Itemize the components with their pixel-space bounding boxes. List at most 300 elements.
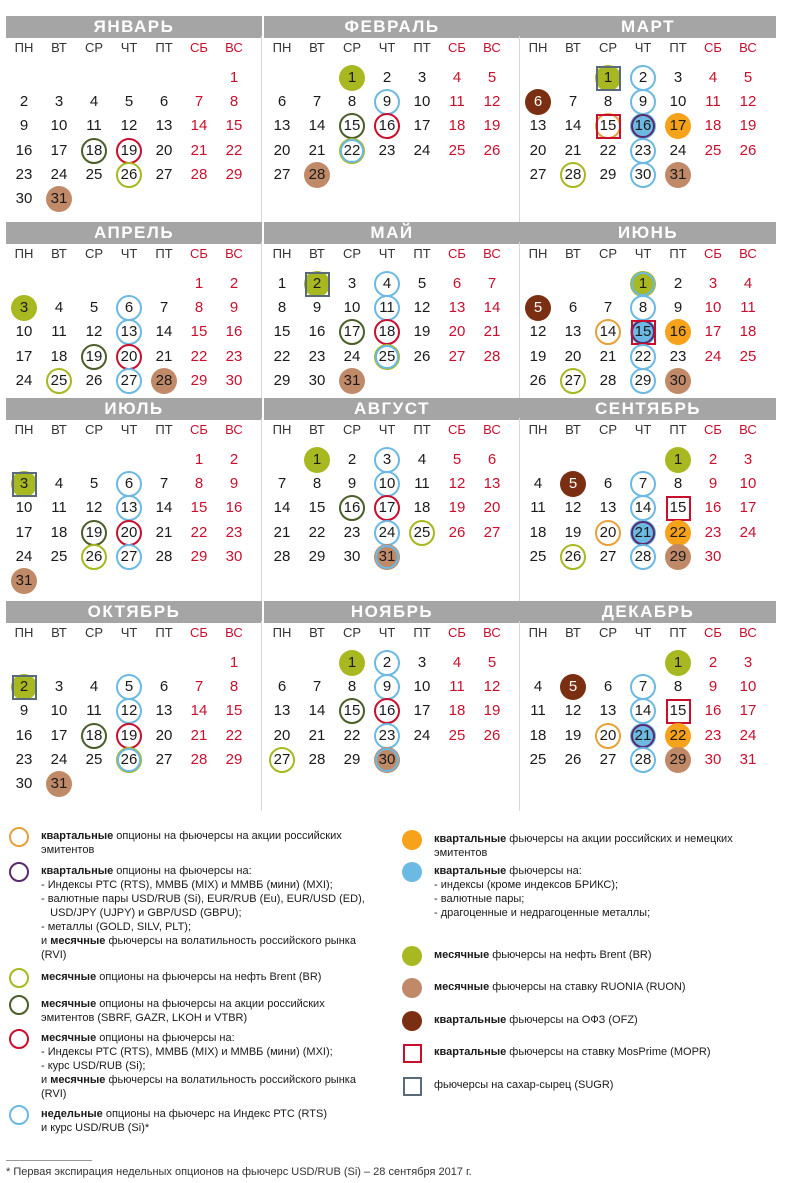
day-number: 27 <box>599 750 617 768</box>
day-cell <box>555 320 591 344</box>
day-number: 17 <box>669 117 687 135</box>
weekday-label: ПТ <box>155 246 173 261</box>
day-cell <box>76 675 112 699</box>
day-number: 30 <box>15 775 33 792</box>
day-cell <box>590 748 626 772</box>
day-cell <box>695 699 731 723</box>
day-number: 12 <box>483 93 501 111</box>
day-cell <box>111 296 147 320</box>
day-cell <box>404 139 440 163</box>
day-number: 10 <box>50 117 68 135</box>
day-number: 10 <box>704 299 722 317</box>
day-cell <box>216 675 252 699</box>
legend-text: месячные опционы на фьючерсы на: - Индексы РТС (RTS), ММВБ (MIX) и ММВБ (мини) (MXI); - курс USD/RUB (Si); и месячные фьючерсы на волатильность российского рынка (RVI) <box>41 1032 356 1100</box>
day-cell <box>299 545 335 569</box>
day-number: 13 <box>599 499 617 517</box>
day-cell <box>334 496 370 520</box>
day-number: 11 <box>530 499 546 517</box>
day-cell <box>404 651 440 675</box>
day-cell <box>334 675 370 699</box>
day-number: 9 <box>229 299 239 317</box>
legend-marker-icon <box>9 1105 29 1125</box>
day-number: 20 <box>599 523 617 541</box>
day-number: 19 <box>483 117 501 135</box>
day-number: 11 <box>740 299 756 317</box>
day-cell <box>111 369 147 393</box>
day-cell <box>299 496 335 520</box>
day-cell <box>520 521 556 545</box>
day-cell <box>369 345 405 369</box>
day-number: 2 <box>19 678 29 696</box>
day-cell <box>590 114 626 138</box>
day-cell <box>625 675 661 699</box>
day-number: 3 <box>708 275 718 292</box>
day-cell <box>404 699 440 723</box>
day-number: 15 <box>343 702 361 720</box>
day-cell <box>660 545 696 569</box>
day-number: 30 <box>704 750 722 768</box>
day-number: 22 <box>225 141 243 159</box>
day-number: 25 <box>529 750 547 768</box>
day-cell <box>695 748 731 772</box>
day-cell <box>439 139 475 163</box>
day-number: 12 <box>739 93 757 111</box>
legend-marker-icon <box>9 995 29 1015</box>
day-cell <box>439 66 475 90</box>
day-cell <box>334 521 370 545</box>
day-number: 12 <box>120 117 138 135</box>
day-cell <box>111 496 147 520</box>
day-number: 7 <box>603 299 613 317</box>
month-title: ИЮЛЬ <box>6 398 262 420</box>
day-cell <box>146 345 182 369</box>
weekday-label: ВС <box>483 246 501 261</box>
weekday-label: ВС <box>225 625 243 640</box>
day-number: 12 <box>483 678 501 696</box>
day-cell <box>439 675 475 699</box>
weekday-label: ПН <box>528 422 548 437</box>
day-cell <box>369 545 405 569</box>
day-number: 23 <box>343 523 361 541</box>
weekday-label: ЧТ <box>634 625 652 640</box>
day-cell <box>625 521 661 545</box>
day-number: 22 <box>343 726 361 744</box>
day-number: 3 <box>382 451 392 468</box>
day-cell <box>520 545 556 569</box>
day-cell <box>404 114 440 138</box>
day-cell <box>439 496 475 520</box>
day-cell <box>439 699 475 723</box>
day-number: 21 <box>634 726 652 744</box>
weekday-label: ВТ <box>51 246 67 261</box>
day-cell <box>299 472 335 496</box>
day-cell <box>334 296 370 320</box>
day-cell <box>695 114 731 138</box>
day-cell <box>369 139 405 163</box>
day-number: 6 <box>603 475 613 493</box>
day-number: 30 <box>343 547 361 565</box>
legend-marker-icon <box>402 946 422 966</box>
day-cell <box>474 651 510 675</box>
day-number: 28 <box>155 371 173 389</box>
weekday-label: СР <box>598 40 618 55</box>
weekday-label: ВС <box>483 422 501 437</box>
day-number: 20 <box>120 523 138 541</box>
month-title: АВГУСТ <box>264 398 520 420</box>
day-cell <box>181 521 217 545</box>
day-number: 11 <box>51 499 67 517</box>
day-number: 3 <box>19 475 29 493</box>
day-cell <box>41 345 77 369</box>
day-cell <box>76 320 112 344</box>
day-number: 4 <box>533 678 543 696</box>
day-number: 14 <box>634 499 652 517</box>
day-number: 17 <box>413 702 431 720</box>
day-number: 20 <box>273 141 291 159</box>
day-cell <box>334 369 370 393</box>
day-number: 1 <box>347 69 357 86</box>
weekday-label: СБ <box>448 625 466 640</box>
month-title: СЕНТЯБРЬ <box>520 398 776 420</box>
day-cell <box>404 448 440 472</box>
month-8 <box>264 398 520 574</box>
weekday-label: СР <box>84 246 104 261</box>
day-cell <box>555 472 591 496</box>
weekday-label: ВС <box>225 422 243 437</box>
month-title: МАРТ <box>520 16 776 38</box>
day-cell <box>6 521 42 545</box>
day-number: 17 <box>343 323 361 341</box>
day-cell <box>660 66 696 90</box>
day-cell <box>111 139 147 163</box>
day-number: 13 <box>120 499 138 517</box>
day-cell <box>76 139 112 163</box>
day-cell <box>334 139 370 163</box>
day-cell <box>216 724 252 748</box>
day-number: 7 <box>194 93 204 111</box>
legend-marker-icon <box>402 978 422 998</box>
day-cell <box>216 272 252 296</box>
day-number: 4 <box>708 69 718 86</box>
legend-marker-icon <box>9 1029 29 1049</box>
day-cell <box>111 320 147 344</box>
day-number: 2 <box>638 69 648 86</box>
day-cell <box>146 90 182 114</box>
day-number: 8 <box>673 475 683 493</box>
day-cell <box>730 496 766 520</box>
day-number: 12 <box>85 323 103 341</box>
weekday-label: ЧТ <box>120 625 138 640</box>
day-cell <box>6 496 42 520</box>
day-cell <box>146 296 182 320</box>
legend-text: квартальные фьючерсы на: - индексы (кроме индексов БРИКС); - валютные пары; - драгоценные и недрагоценные металлы; <box>434 865 651 919</box>
day-number: 9 <box>382 93 392 111</box>
day-number: 10 <box>50 702 68 720</box>
day-number: 12 <box>413 299 431 317</box>
day-cell <box>695 724 731 748</box>
day-number: 27 <box>448 347 466 365</box>
day-cell <box>299 320 335 344</box>
day-cell <box>590 724 626 748</box>
day-cell <box>41 90 77 114</box>
day-cell <box>730 521 766 545</box>
month-title: ИЮНЬ <box>520 222 776 244</box>
day-cell <box>181 345 217 369</box>
day-number: 27 <box>273 165 291 183</box>
day-number: 24 <box>413 726 431 744</box>
day-cell <box>76 114 112 138</box>
day-cell <box>216 521 252 545</box>
day-number: 29 <box>225 750 243 768</box>
day-cell <box>730 66 766 90</box>
day-cell <box>695 320 731 344</box>
day-number: 27 <box>120 371 138 389</box>
day-number: 10 <box>343 299 361 317</box>
day-cell <box>730 675 766 699</box>
weekday-label: ЧТ <box>378 40 396 55</box>
day-cell <box>41 320 77 344</box>
legend-marker-icon <box>403 1077 422 1096</box>
day-cell <box>520 320 556 344</box>
day-cell <box>555 163 591 187</box>
day-cell <box>625 139 661 163</box>
day-number: 22 <box>634 347 652 365</box>
day-cell <box>41 772 77 796</box>
day-cell <box>146 699 182 723</box>
legend-marker-icon <box>402 1011 422 1031</box>
weekday-label: СР <box>84 422 104 437</box>
day-number: 10 <box>413 678 431 696</box>
day-number: 16 <box>634 117 652 135</box>
day-cell <box>404 296 440 320</box>
day-number: 24 <box>15 371 33 389</box>
day-cell <box>369 496 405 520</box>
day-cell <box>216 114 252 138</box>
day-cell <box>299 699 335 723</box>
day-number: 10 <box>669 93 687 111</box>
day-number: 24 <box>343 347 361 365</box>
day-number: 29 <box>190 371 208 389</box>
day-cell <box>146 545 182 569</box>
day-cell <box>76 163 112 187</box>
day-number: 25 <box>85 750 103 768</box>
day-cell <box>520 90 556 114</box>
day-number: 26 <box>413 347 431 365</box>
day-cell <box>555 369 591 393</box>
day-cell <box>41 296 77 320</box>
day-cell <box>181 496 217 520</box>
day-cell <box>590 90 626 114</box>
day-number: 22 <box>343 141 361 159</box>
day-cell <box>111 472 147 496</box>
day-number: 19 <box>483 702 501 720</box>
day-number: 8 <box>194 475 204 493</box>
day-number: 19 <box>529 347 547 365</box>
day-cell <box>299 369 335 393</box>
day-number: 18 <box>85 726 103 744</box>
day-number: 21 <box>564 141 582 159</box>
day-cell <box>369 66 405 90</box>
day-cell <box>6 699 42 723</box>
day-number: 9 <box>229 475 239 493</box>
weekday-label: ПТ <box>155 625 173 640</box>
day-number: 20 <box>564 347 582 365</box>
day-cell <box>439 448 475 472</box>
day-number: 23 <box>378 726 396 744</box>
day-cell <box>264 163 300 187</box>
weekday-label: ПН <box>528 625 548 640</box>
weekday-label: ВС <box>483 40 501 55</box>
day-number: 5 <box>568 678 578 696</box>
day-number: 6 <box>277 678 287 696</box>
day-number: 16 <box>308 323 326 341</box>
day-cell <box>181 272 217 296</box>
day-cell <box>41 545 77 569</box>
day-cell <box>216 369 252 393</box>
day-cell <box>76 496 112 520</box>
day-cell <box>660 699 696 723</box>
day-cell <box>660 90 696 114</box>
day-number: 19 <box>413 323 431 341</box>
day-number: 13 <box>599 702 617 720</box>
day-number: 9 <box>673 299 683 317</box>
legend-text: квартальные фьючерсы на ставку MosPrime (MOPR) <box>434 1046 711 1058</box>
day-cell <box>625 748 661 772</box>
day-number: 8 <box>603 93 613 111</box>
day-cell <box>520 724 556 748</box>
day-number: 13 <box>120 323 138 341</box>
day-number: 29 <box>273 371 291 389</box>
day-cell <box>76 369 112 393</box>
day-cell <box>41 163 77 187</box>
weekday-label: ПН <box>14 422 34 437</box>
day-number: 7 <box>312 678 322 696</box>
day-cell <box>264 496 300 520</box>
day-cell <box>439 114 475 138</box>
day-number: 25 <box>85 165 103 183</box>
day-cell <box>730 724 766 748</box>
day-number: 18 <box>704 117 722 135</box>
day-cell <box>299 675 335 699</box>
day-number: 30 <box>704 547 722 565</box>
day-cell <box>660 724 696 748</box>
day-cell <box>555 90 591 114</box>
day-cell <box>264 272 300 296</box>
weekday-label: ПТ <box>413 246 431 261</box>
day-number: 29 <box>599 165 617 183</box>
column-divider <box>261 418 262 608</box>
day-cell <box>474 114 510 138</box>
day-cell <box>111 675 147 699</box>
day-cell <box>181 748 217 772</box>
day-cell <box>6 472 42 496</box>
day-number: 23 <box>704 726 722 744</box>
legend-right-item <box>434 1013 774 1027</box>
day-number: 23 <box>225 523 243 541</box>
day-number: 2 <box>229 275 239 292</box>
day-number: 31 <box>50 775 68 792</box>
day-number: 27 <box>120 547 138 565</box>
day-number: 24 <box>739 523 757 541</box>
weekday-label: ПТ <box>155 422 173 437</box>
day-cell <box>590 699 626 723</box>
day-cell <box>334 472 370 496</box>
day-number: 14 <box>599 323 617 341</box>
day-cell <box>660 345 696 369</box>
day-number: 11 <box>530 702 546 720</box>
column-divider <box>261 36 262 226</box>
day-cell <box>555 139 591 163</box>
day-cell <box>6 320 42 344</box>
day-cell <box>660 448 696 472</box>
weekday-label: ВС <box>225 246 243 261</box>
day-cell <box>590 139 626 163</box>
day-number: 18 <box>448 702 466 720</box>
day-number: 29 <box>669 750 687 768</box>
day-cell <box>625 345 661 369</box>
day-cell <box>590 675 626 699</box>
day-cell <box>695 675 731 699</box>
weekday-label: СР <box>342 40 362 55</box>
day-number: 6 <box>533 93 543 111</box>
day-number: 30 <box>634 165 652 183</box>
day-number: 9 <box>19 702 29 720</box>
legend-left-item <box>41 970 381 984</box>
day-number: 14 <box>190 117 208 135</box>
legend-text: недельные опционы на фьючерс на Индекс РТС (RTS) и курс USD/RUB (Si)* <box>41 1108 328 1134</box>
day-number: 6 <box>568 299 578 317</box>
day-cell <box>111 545 147 569</box>
weekday-label: СР <box>598 422 618 437</box>
legend-marker-icon <box>403 1044 422 1063</box>
day-cell <box>334 724 370 748</box>
day-cell <box>146 748 182 772</box>
month-1 <box>6 16 262 207</box>
day-number: 22 <box>190 523 208 541</box>
day-cell <box>6 90 42 114</box>
day-number: 9 <box>19 117 29 135</box>
day-cell <box>111 345 147 369</box>
weekday-label: ЧТ <box>120 422 138 437</box>
day-number: 3 <box>19 299 29 317</box>
day-cell <box>299 163 335 187</box>
day-cell <box>590 66 626 90</box>
day-number: 14 <box>564 117 582 135</box>
day-number: 19 <box>120 726 138 744</box>
day-cell <box>181 699 217 723</box>
day-cell <box>555 545 591 569</box>
day-number: 29 <box>190 547 208 565</box>
day-number: 28 <box>634 547 652 565</box>
day-cell <box>181 448 217 472</box>
day-number: 25 <box>50 371 68 389</box>
day-cell <box>76 296 112 320</box>
day-cell <box>520 163 556 187</box>
day-number: 2 <box>382 69 392 86</box>
day-number: 27 <box>564 371 582 389</box>
day-number: 20 <box>120 347 138 365</box>
footnote: * Первая экспирация недельных опционов на фьючерс USD/RUB (Si) – 28 сентября 2017 г. <box>6 1166 472 1178</box>
day-cell <box>334 114 370 138</box>
day-cell <box>76 345 112 369</box>
day-number: 28 <box>190 165 208 183</box>
day-cell <box>6 345 42 369</box>
day-cell <box>41 472 77 496</box>
day-cell <box>216 651 252 675</box>
weekday-label: ПТ <box>669 40 687 55</box>
day-cell <box>264 675 300 699</box>
day-cell <box>590 320 626 344</box>
